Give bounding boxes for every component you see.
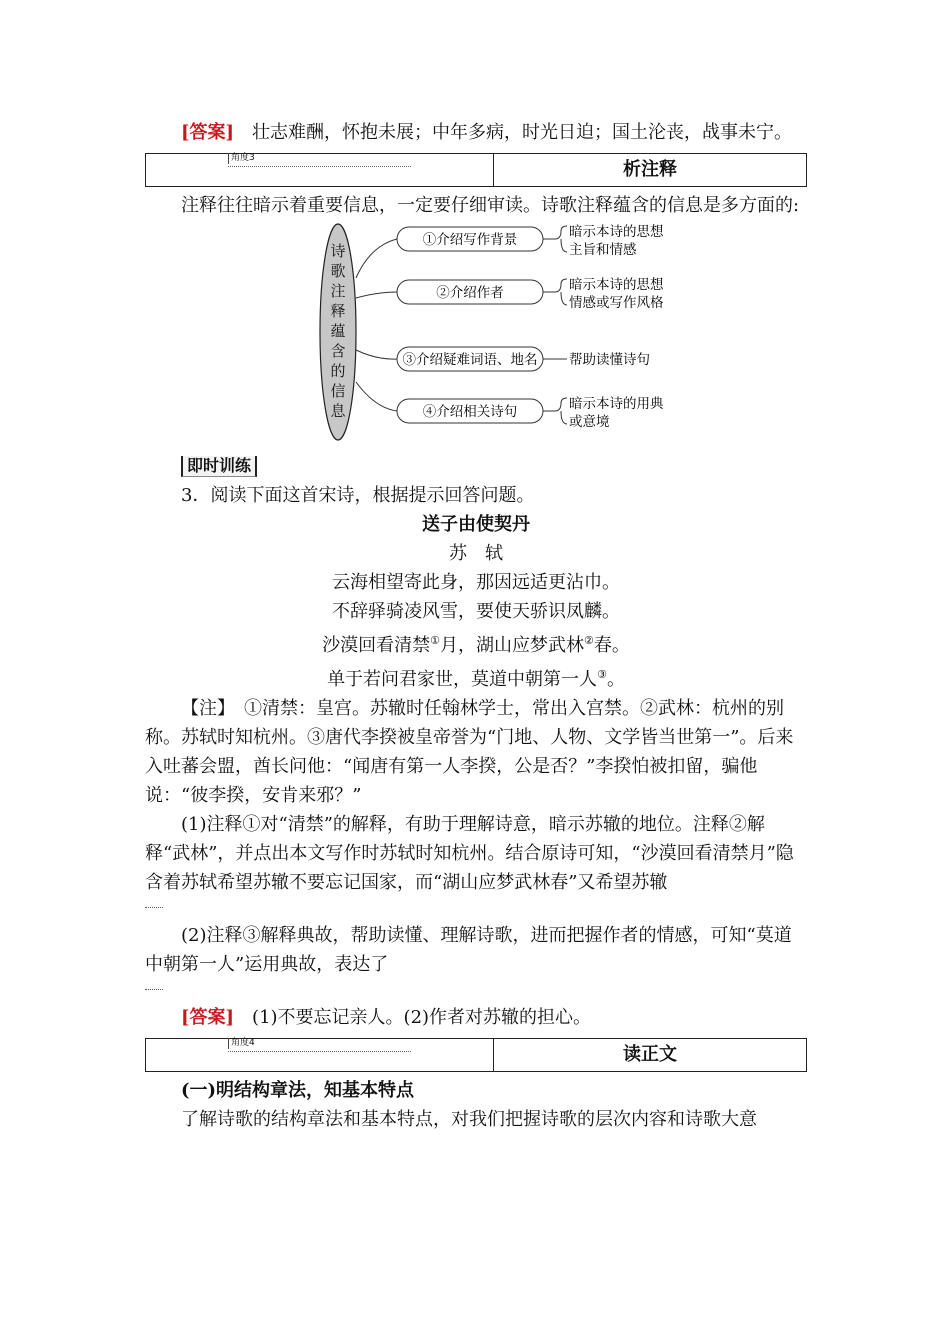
diagram-item-label: ④介绍相关诗句: [422, 404, 518, 420]
diagram-center-char: 释: [330, 302, 346, 320]
question-3: 3．阅读下面这首宋诗，根据提示回答问题。: [181, 485, 535, 506]
answer-blank-1[interactable]: [145, 897, 807, 921]
answer-text: (1)不要忘记亲人。(2)作者对苏辙的担心。: [252, 1007, 592, 1028]
sub-question-2: (2)注释③解释典故，帮助读懂、理解诗歌，进而把握作者的情感，可知“莫道中朝第一人”运用典故，表达了: [145, 925, 792, 975]
diagram-item-desc: 暗示本诗的思想: [569, 277, 664, 293]
answer-tag: [答案]: [181, 1007, 235, 1028]
section-heading: (一)明结构章法，知基本特点: [181, 1080, 415, 1101]
answer-tag: [答案]: [181, 122, 235, 143]
angle-mark: 角度4: [228, 1038, 255, 1049]
diagram-center-char: 信: [330, 382, 346, 400]
diagram-item-desc: 暗示本诗的思想: [569, 224, 664, 240]
document-page: [145, 118, 807, 1134]
diagram-item-label: ②介绍作者: [436, 285, 504, 301]
note-paragraph: 【注】 ①清禁：皇宫。苏辙时任翰林学士，常出入宫禁。②武林：杭州的别称。苏轼时知杭州。③唐代李揆被皇帝誉为“门地、人物、文学皆当世第一”。后来入吐蕃会盟，酋长问他：“闻唐有第一人李揆，公是否？”李揆怕被扣留，骗他说：“彼李揆，安肯来邪？”: [145, 698, 794, 806]
answer-text: 壮志难酬，怀抱未展；中年多病，时光日迫；国土沦丧，战事未宁。: [252, 122, 793, 143]
poem-line: 沙漠回看清禁①月，湖山应梦武林②春。: [322, 634, 630, 656]
diagram-center-char: 息: [330, 402, 346, 420]
practice-label: 即时训练: [181, 456, 257, 477]
annotation-diagram: [145, 220, 807, 450]
angle-mark: 角度3: [228, 153, 255, 164]
diagram-item-label: ③介绍疑难词语、地名: [402, 352, 538, 368]
diagram-center-char: 蕴: [330, 322, 346, 340]
sub-question-1: (1)注释①对“清禁”的解释，有助于理解诗意，暗示苏辙的地位。注释②解释“武林”，并点出本文写作时苏轼时知杭州。结合原诗可知，“沙漠回看清禁月”隐含着苏轼希望苏辙不要忘记国家，而“湖山应梦武林春”又希望苏辙: [145, 814, 794, 893]
diagram-center-char: 含: [330, 342, 346, 360]
diagram-item-desc: 情感或写作风格: [569, 295, 664, 311]
poem-line: 单于若问君家世，莫道中朝第一人③。: [327, 668, 625, 690]
angle-3-header: [145, 153, 807, 187]
diagram-center-char: 歌: [330, 262, 346, 280]
angle-title: 析注释: [623, 159, 677, 180]
diagram-svg: [145, 220, 807, 450]
diagram-item-desc: 暗示本诗的用典: [569, 396, 664, 412]
poem-line: 云海相望寄此身，那因远适更沾巾。: [332, 572, 620, 593]
answer-2: [145, 1003, 807, 1032]
diagram-center-char: 诗: [330, 242, 346, 260]
diagram-item-desc: 或意境: [569, 414, 610, 430]
poem-title: 送子由使契丹: [422, 514, 530, 535]
answer-1: [145, 118, 807, 147]
diagram-item-desc: 主旨和情感: [569, 242, 637, 258]
poem-line: 不辞驿骑凌风雪，要使天骄识凤麟。: [332, 601, 620, 622]
diagram-item-label: ①介绍写作背景: [422, 232, 518, 248]
diagram-center-char: 的: [330, 362, 346, 380]
diagram-center-char: 注: [330, 282, 346, 300]
answer-blank-2[interactable]: [145, 979, 807, 1003]
intro-paragraph: 注释往往暗示着重要信息，一定要仔细审读。诗歌注释蕴含的信息是多方面的:: [181, 195, 800, 216]
body-paragraph: 了解诗歌的结构章法和基本特点，对我们把握诗歌的层次内容和诗歌大意: [181, 1109, 757, 1130]
angle-title: 读正文: [623, 1044, 677, 1065]
angle-4-header: [145, 1038, 807, 1072]
poem-author: 苏 轼: [449, 543, 503, 564]
diagram-item-desc: 帮助读懂诗句: [569, 352, 650, 368]
